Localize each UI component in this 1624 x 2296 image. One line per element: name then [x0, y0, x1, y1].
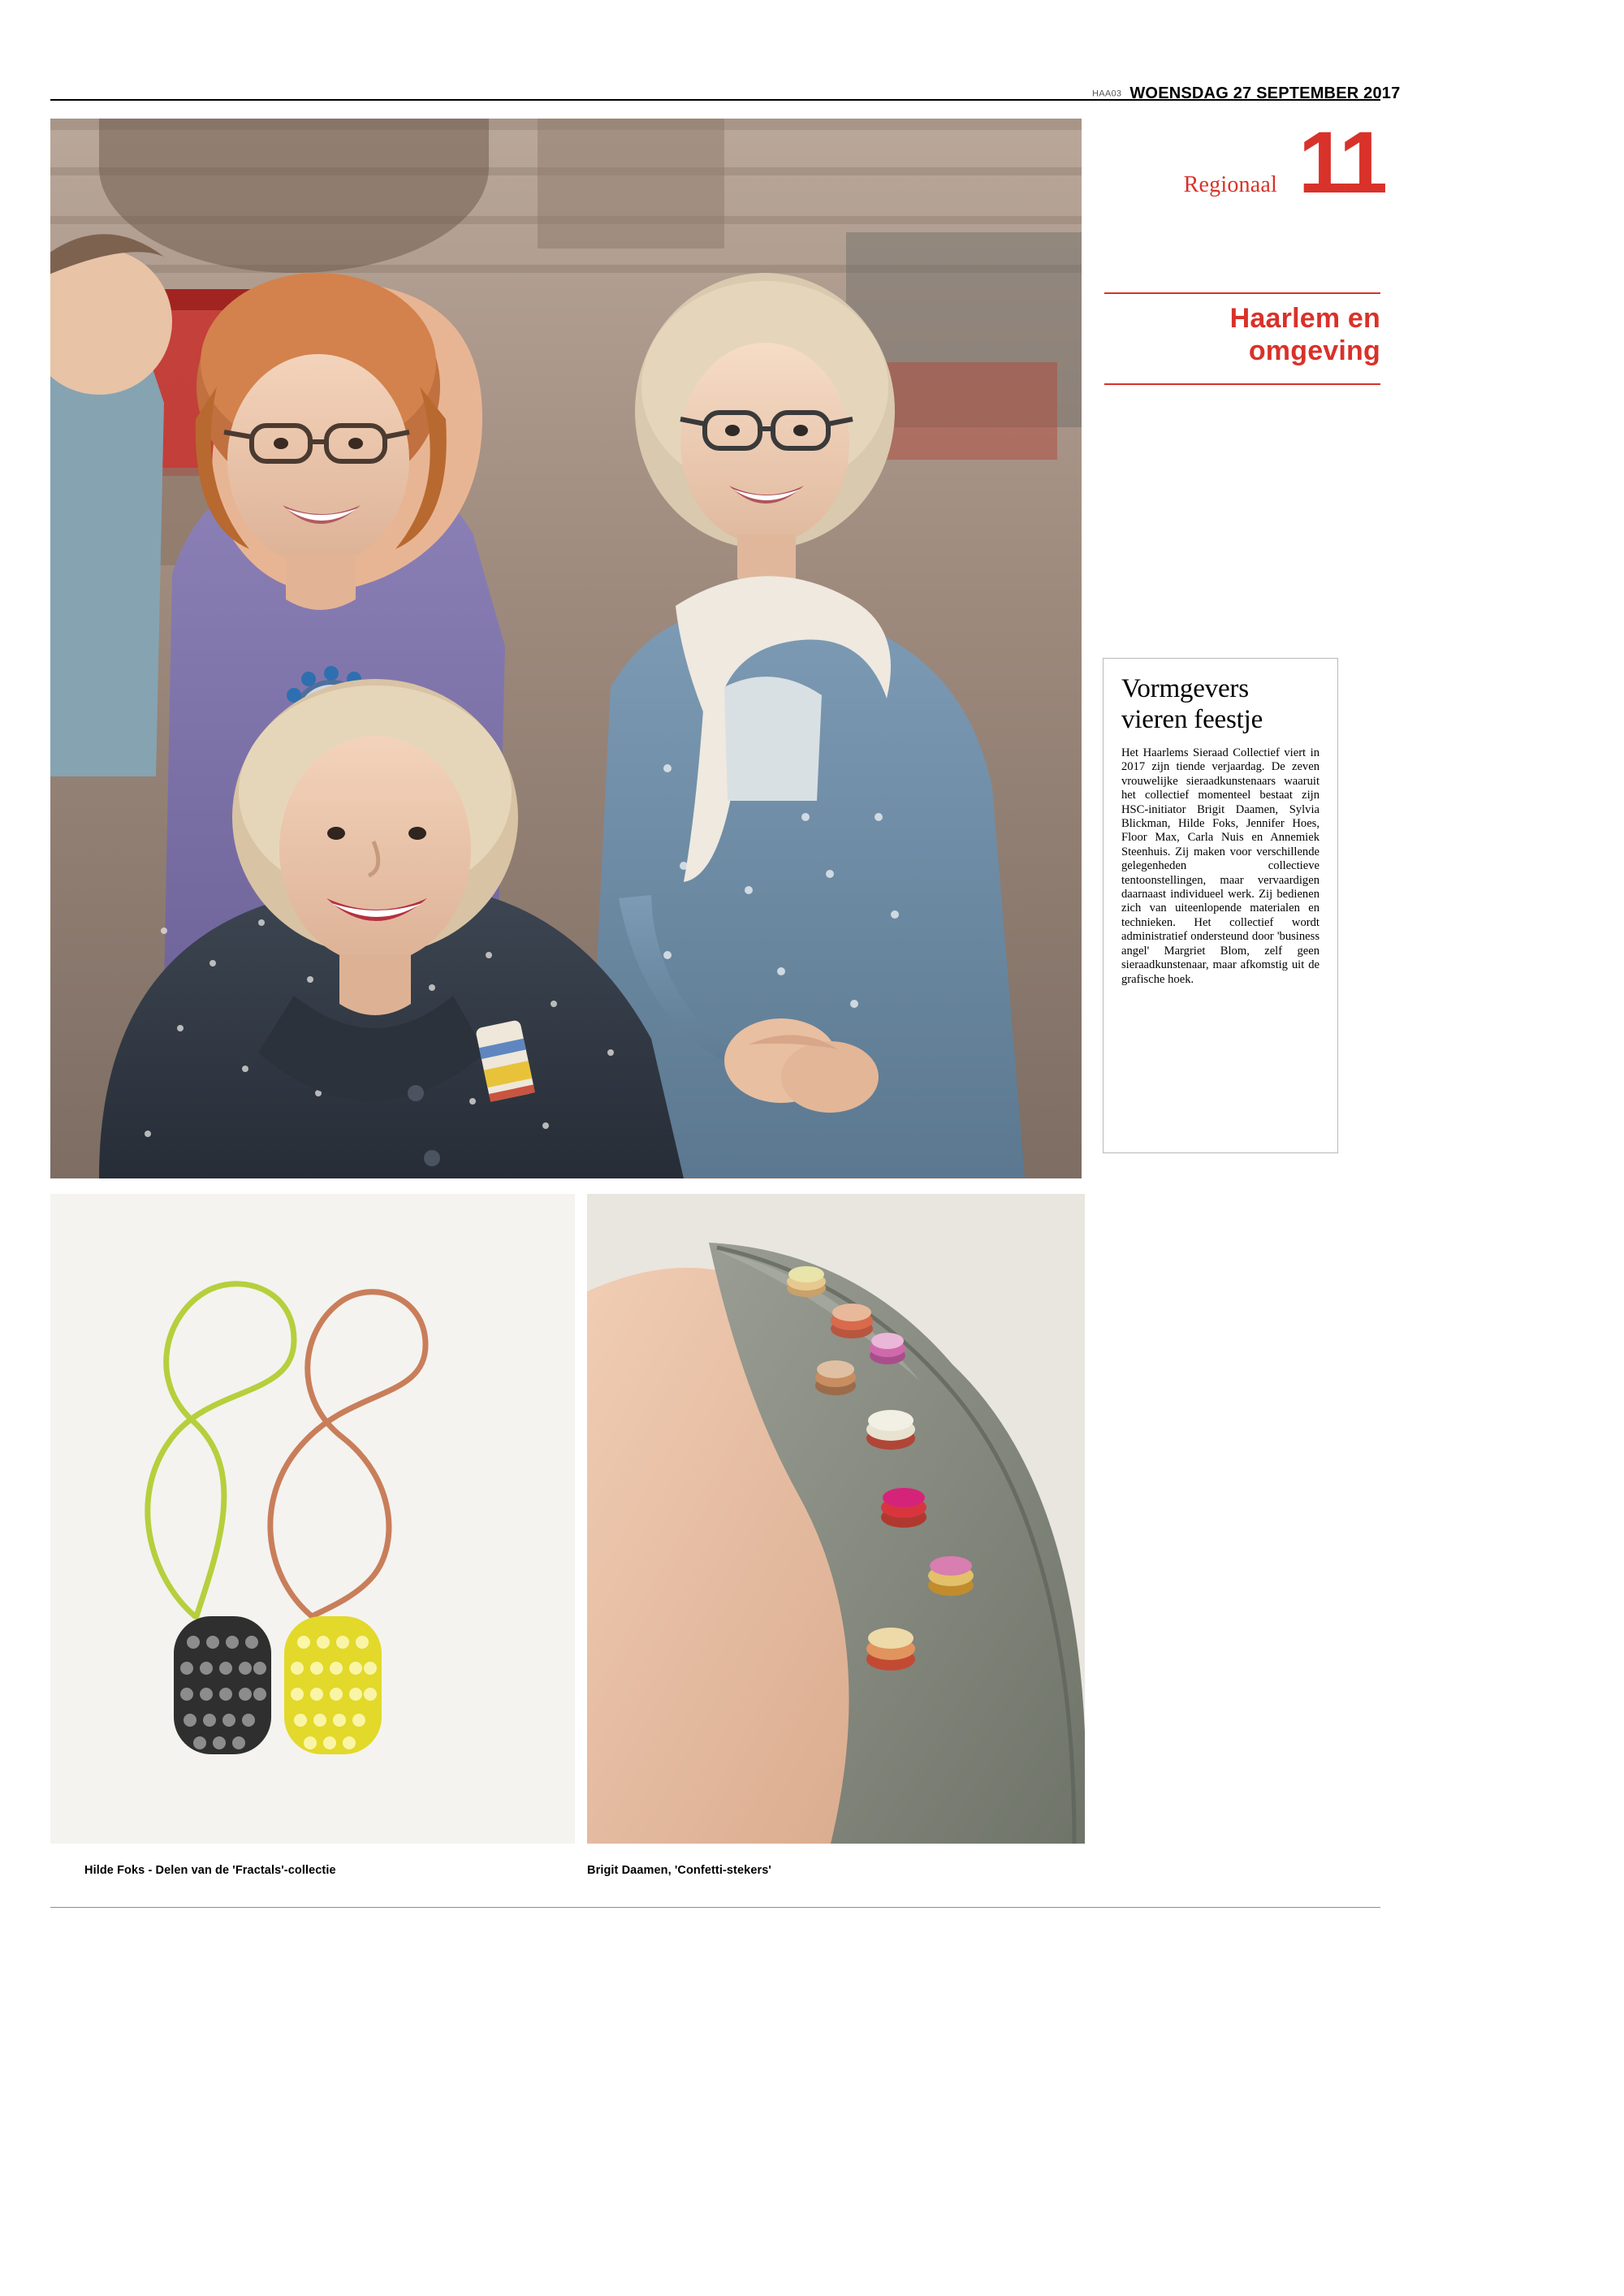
sidebar-headline-line-1: Vormgevers [1121, 674, 1249, 703]
sidebar-headline [1121, 673, 1320, 735]
confetti-stekers-illustration [587, 1194, 1085, 1844]
region-title-line-2: omgeving [1248, 335, 1380, 366]
page-number: 11 [1298, 113, 1384, 211]
region-rule-bottom [1104, 383, 1380, 385]
masthead [1092, 84, 1401, 103]
caption-left: Hilde Foks - Delen van de 'Fractals'-collectie [84, 1864, 336, 1877]
sidebar-story-box [1103, 658, 1338, 1153]
confetti-stekers-photo [587, 1194, 1085, 1844]
edition-code: HAA03 [1092, 89, 1122, 99]
section-label: Regionaal [1183, 172, 1277, 197]
region-title [1104, 302, 1380, 367]
publication-date: WOENSDAG 27 SEPTEMBER 2017 [1129, 84, 1401, 102]
group-portrait-illustration [50, 119, 1082, 1178]
region-title-line-1: Haarlem en [1229, 303, 1380, 334]
region-rule-top [1104, 292, 1380, 294]
caption-right: Brigit Daamen, 'Confetti-stekers' [587, 1864, 771, 1877]
fractals-jewellery-photo [50, 1194, 575, 1844]
fractals-jewellery-illustration [50, 1194, 575, 1844]
group-portrait-photo [50, 119, 1082, 1178]
sidebar-headline-line-2: vieren feestje [1121, 705, 1263, 734]
section-identity [1092, 113, 1384, 227]
footer-rule [50, 1907, 1380, 1908]
sidebar-body-text: Het Haarlems Sieraad Collectief viert in 2017 zijn tiende verjaardag. De zeven vrouwelijke sieraadkunstenaars waaruit het collectief momenteel bestaat zijn HSC-initiator Brigit Daamen, Sylvia Blickman, Hilde Foks, Jennifer Hoes, Floor Max, Carla Nuis en Annemiek Steenhuis. Zij maken voor verschillende gelegenheden collectieve tentoonstellingen, maar vervaardigen daarnaast individueel werk. Zij bedienen zich van uiteenlopende materialen en technieken. Het collectief wordt administratief ondersteund door 'business angel' Margriet Blom, zelf geen sieraadkunstenaar, maar afkomstig uit de grafische hoek. [1121, 746, 1320, 986]
